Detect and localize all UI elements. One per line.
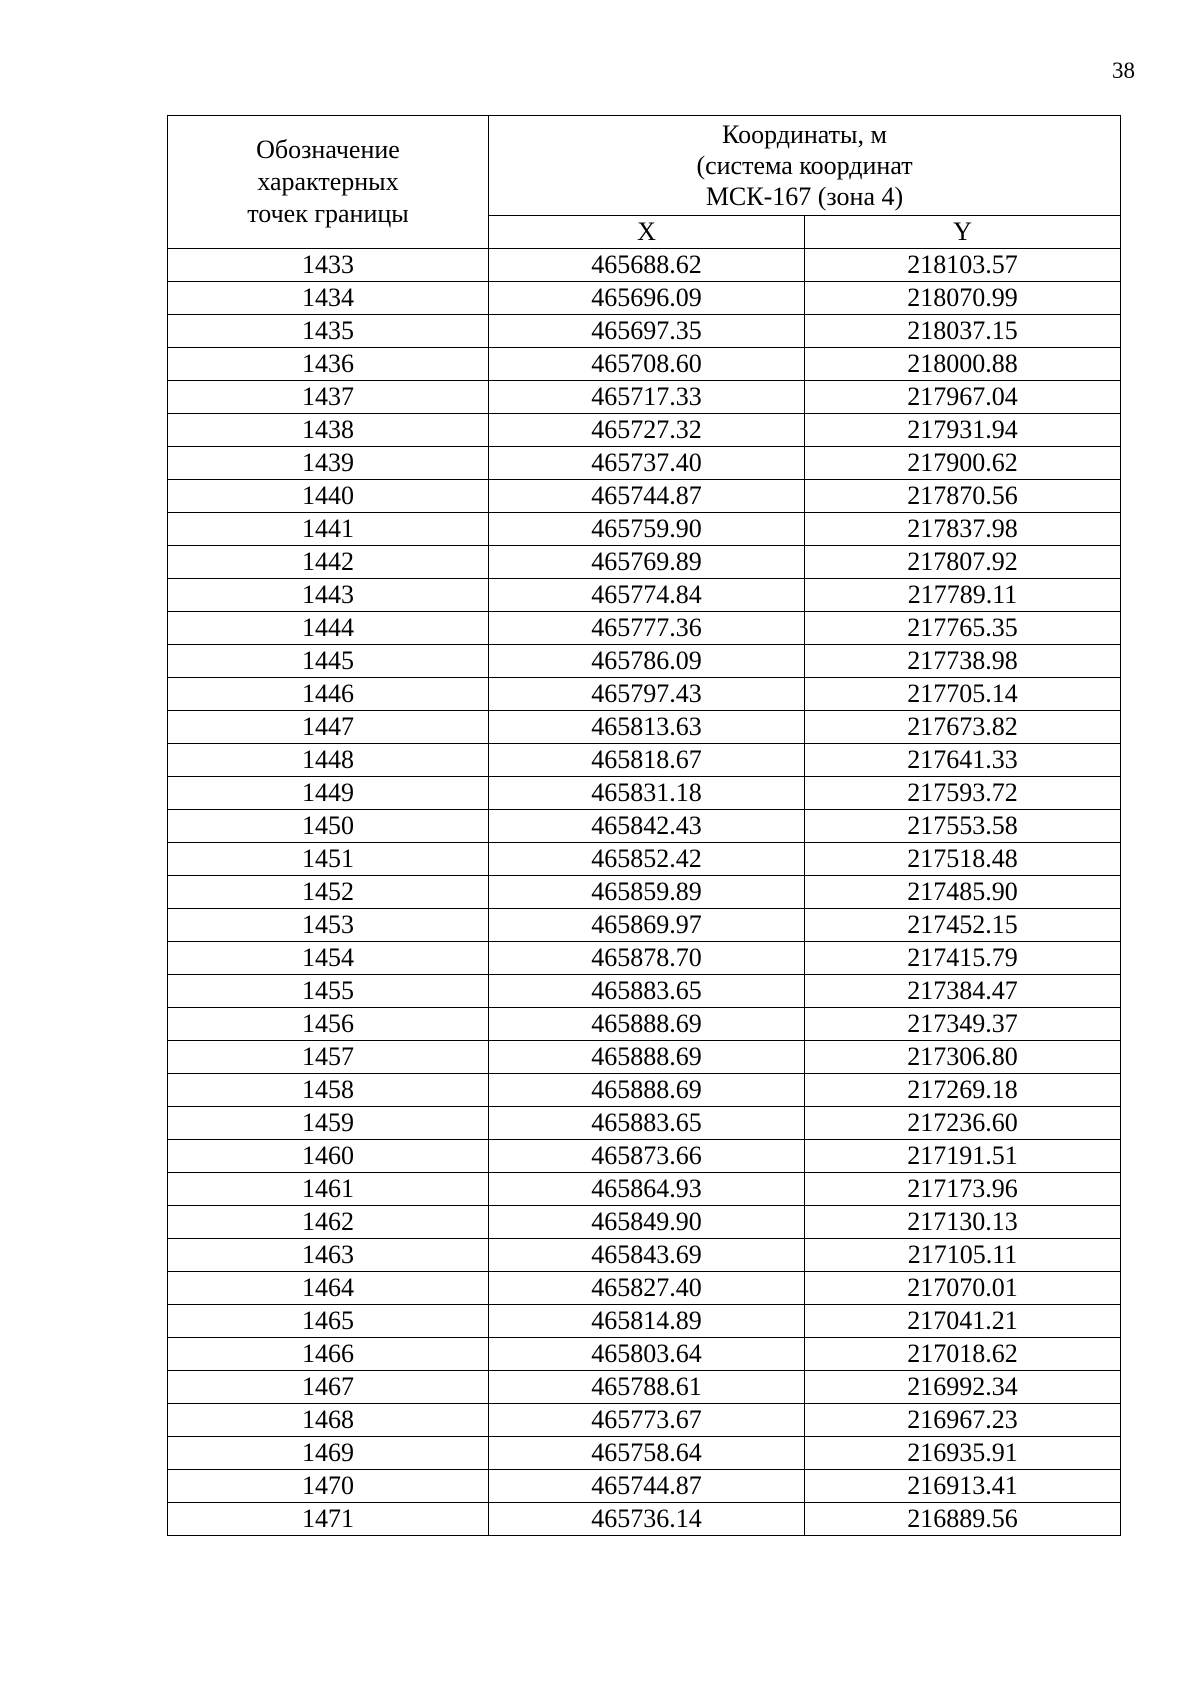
x-coordinate-cell: 465797.43	[489, 678, 805, 711]
table-row	[168, 1338, 1121, 1371]
table-row	[168, 1404, 1121, 1437]
coordinates-header	[489, 116, 1121, 216]
x-coordinate-cell: 465852.42	[489, 843, 805, 876]
point-cell: 1463	[168, 1239, 489, 1272]
x-coordinate-cell: 465859.89	[489, 876, 805, 909]
table-body	[168, 249, 1121, 1536]
table-row	[168, 1140, 1121, 1173]
table-row	[168, 1107, 1121, 1140]
y-coordinate-cell: 217173.96	[805, 1173, 1121, 1206]
table-row	[168, 1074, 1121, 1107]
point-cell: 1468	[168, 1404, 489, 1437]
x-coordinate-cell: 465842.43	[489, 810, 805, 843]
x-coordinate-cell: 465788.61	[489, 1371, 805, 1404]
table-row	[168, 348, 1121, 381]
y-header: Y	[805, 216, 1121, 249]
table-row	[168, 876, 1121, 909]
x-coordinate-cell: 465769.89	[489, 546, 805, 579]
point-cell: 1456	[168, 1008, 489, 1041]
x-coordinate-cell: 465696.09	[489, 282, 805, 315]
point-cell: 1462	[168, 1206, 489, 1239]
point-cell: 1454	[168, 942, 489, 975]
table-row	[168, 1437, 1121, 1470]
point-cell: 1442	[168, 546, 489, 579]
x-coordinate-cell: 465708.60	[489, 348, 805, 381]
point-cell: 1439	[168, 447, 489, 480]
table-row	[168, 513, 1121, 546]
table-row	[168, 381, 1121, 414]
table-row	[168, 810, 1121, 843]
coordinates-header-line: (система координат	[696, 151, 913, 180]
y-coordinate-cell: 217593.72	[805, 777, 1121, 810]
y-coordinate-cell: 216935.91	[805, 1437, 1121, 1470]
point-cell: 1451	[168, 843, 489, 876]
table-row	[168, 1470, 1121, 1503]
point-cell: 1452	[168, 876, 489, 909]
table-row	[168, 975, 1121, 1008]
table-row	[168, 909, 1121, 942]
y-coordinate-cell: 217789.11	[805, 579, 1121, 612]
point-cell: 1461	[168, 1173, 489, 1206]
table-row	[168, 1503, 1121, 1536]
table-row	[168, 942, 1121, 975]
point-cell: 1433	[168, 249, 489, 282]
y-coordinate-cell: 217306.80	[805, 1041, 1121, 1074]
x-coordinate-cell: 465888.69	[489, 1041, 805, 1074]
table-row	[168, 546, 1121, 579]
x-coordinate-cell: 465827.40	[489, 1272, 805, 1305]
point-cell: 1448	[168, 744, 489, 777]
point-cell: 1458	[168, 1074, 489, 1107]
table-row	[168, 414, 1121, 447]
x-coordinate-cell: 465744.87	[489, 480, 805, 513]
designation-header-line: характерных	[257, 167, 399, 196]
point-cell: 1470	[168, 1470, 489, 1503]
x-coordinate-cell: 465777.36	[489, 612, 805, 645]
designation-header	[168, 116, 489, 249]
table-row	[168, 1272, 1121, 1305]
point-cell: 1446	[168, 678, 489, 711]
point-cell: 1434	[168, 282, 489, 315]
header-row-main	[168, 116, 1121, 216]
table-row	[168, 1239, 1121, 1272]
y-coordinate-cell: 217641.33	[805, 744, 1121, 777]
point-cell: 1460	[168, 1140, 489, 1173]
y-coordinate-cell: 217807.92	[805, 546, 1121, 579]
table-row	[168, 711, 1121, 744]
y-coordinate-cell: 217967.04	[805, 381, 1121, 414]
y-coordinate-cell: 216992.34	[805, 1371, 1121, 1404]
point-cell: 1453	[168, 909, 489, 942]
y-coordinate-cell: 217673.82	[805, 711, 1121, 744]
point-cell: 1444	[168, 612, 489, 645]
x-coordinate-cell: 465773.67	[489, 1404, 805, 1437]
table-row	[168, 447, 1121, 480]
y-coordinate-cell: 217900.62	[805, 447, 1121, 480]
point-cell: 1449	[168, 777, 489, 810]
point-cell: 1467	[168, 1371, 489, 1404]
table-row	[168, 1041, 1121, 1074]
designation-header-line: точек границы	[247, 199, 409, 228]
point-cell: 1437	[168, 381, 489, 414]
point-cell: 1466	[168, 1338, 489, 1371]
y-coordinate-cell: 217837.98	[805, 513, 1121, 546]
y-coordinate-cell: 218037.15	[805, 315, 1121, 348]
x-coordinate-cell: 465803.64	[489, 1338, 805, 1371]
x-coordinate-cell: 465873.66	[489, 1140, 805, 1173]
point-cell: 1450	[168, 810, 489, 843]
point-cell: 1464	[168, 1272, 489, 1305]
point-cell: 1469	[168, 1437, 489, 1470]
y-coordinate-cell: 217553.58	[805, 810, 1121, 843]
y-coordinate-cell: 217518.48	[805, 843, 1121, 876]
x-coordinate-cell: 465786.09	[489, 645, 805, 678]
y-coordinate-cell: 218000.88	[805, 348, 1121, 381]
coordinates-table	[167, 115, 1121, 1536]
y-coordinate-cell: 217738.98	[805, 645, 1121, 678]
table-row	[168, 744, 1121, 777]
x-coordinate-cell: 465727.32	[489, 414, 805, 447]
x-coordinate-cell: 465744.87	[489, 1470, 805, 1503]
x-coordinate-cell: 465849.90	[489, 1206, 805, 1239]
y-coordinate-cell: 217870.56	[805, 480, 1121, 513]
x-coordinate-cell: 465883.65	[489, 1107, 805, 1140]
y-coordinate-cell: 217485.90	[805, 876, 1121, 909]
point-cell: 1447	[168, 711, 489, 744]
point-cell: 1455	[168, 975, 489, 1008]
x-header: X	[489, 216, 805, 249]
x-coordinate-cell: 465774.84	[489, 579, 805, 612]
y-coordinate-cell: 216889.56	[805, 1503, 1121, 1536]
x-coordinate-cell: 465814.89	[489, 1305, 805, 1338]
y-coordinate-cell: 217018.62	[805, 1338, 1121, 1371]
table-row	[168, 315, 1121, 348]
x-coordinate-cell: 465737.40	[489, 447, 805, 480]
table-row	[168, 1371, 1121, 1404]
x-coordinate-cell: 465888.69	[489, 1008, 805, 1041]
y-coordinate-cell: 218103.57	[805, 249, 1121, 282]
point-cell: 1465	[168, 1305, 489, 1338]
x-coordinate-cell: 465697.35	[489, 315, 805, 348]
point-cell: 1459	[168, 1107, 489, 1140]
y-coordinate-cell: 217931.94	[805, 414, 1121, 447]
table-row	[168, 579, 1121, 612]
x-coordinate-cell: 465736.14	[489, 1503, 805, 1536]
y-coordinate-cell: 217349.37	[805, 1008, 1121, 1041]
y-coordinate-cell: 217070.01	[805, 1272, 1121, 1305]
page-number: 38	[1112, 58, 1135, 83]
x-coordinate-cell: 465883.65	[489, 975, 805, 1008]
table-row	[168, 282, 1121, 315]
y-coordinate-cell: 217384.47	[805, 975, 1121, 1008]
table-header	[168, 116, 1121, 249]
x-coordinate-cell: 465717.33	[489, 381, 805, 414]
x-coordinate-cell: 465688.62	[489, 249, 805, 282]
x-coordinate-cell: 465758.64	[489, 1437, 805, 1470]
table-row	[168, 480, 1121, 513]
y-coordinate-cell: 217765.35	[805, 612, 1121, 645]
point-cell: 1435	[168, 315, 489, 348]
y-coordinate-cell: 217105.11	[805, 1239, 1121, 1272]
y-coordinate-cell: 216967.23	[805, 1404, 1121, 1437]
y-coordinate-cell: 218070.99	[805, 282, 1121, 315]
y-coordinate-cell: 217415.79	[805, 942, 1121, 975]
x-coordinate-cell: 465869.97	[489, 909, 805, 942]
table-row	[168, 1305, 1121, 1338]
x-coordinate-cell: 465831.18	[489, 777, 805, 810]
point-cell: 1457	[168, 1041, 489, 1074]
y-coordinate-cell: 217452.15	[805, 909, 1121, 942]
table-row	[168, 1206, 1121, 1239]
y-coordinate-cell: 217236.60	[805, 1107, 1121, 1140]
point-cell: 1440	[168, 480, 489, 513]
y-coordinate-cell: 217269.18	[805, 1074, 1121, 1107]
point-cell: 1445	[168, 645, 489, 678]
y-coordinate-cell: 217191.51	[805, 1140, 1121, 1173]
x-coordinate-cell: 465878.70	[489, 942, 805, 975]
table-row	[168, 645, 1121, 678]
x-coordinate-cell: 465843.69	[489, 1239, 805, 1272]
x-coordinate-cell: 465888.69	[489, 1074, 805, 1107]
coordinates-header-line: МСК-167 (зона 4)	[705, 182, 904, 211]
point-cell: 1436	[168, 348, 489, 381]
y-coordinate-cell: 217041.21	[805, 1305, 1121, 1338]
y-coordinate-cell: 217705.14	[805, 678, 1121, 711]
point-cell: 1438	[168, 414, 489, 447]
table-row	[168, 1173, 1121, 1206]
table-row	[168, 843, 1121, 876]
coordinates-header-line: Координаты, м	[722, 120, 887, 149]
y-coordinate-cell: 216913.41	[805, 1470, 1121, 1503]
x-coordinate-cell: 465813.63	[489, 711, 805, 744]
table-row	[168, 249, 1121, 282]
designation-header-line: Обозначение	[256, 135, 400, 164]
table-row	[168, 612, 1121, 645]
x-coordinate-cell: 465759.90	[489, 513, 805, 546]
x-coordinate-cell: 465864.93	[489, 1173, 805, 1206]
point-cell: 1443	[168, 579, 489, 612]
point-cell: 1471	[168, 1503, 489, 1536]
table-row	[168, 678, 1121, 711]
table-row	[168, 1008, 1121, 1041]
y-coordinate-cell: 217130.13	[805, 1206, 1121, 1239]
x-coordinate-cell: 465818.67	[489, 744, 805, 777]
point-cell: 1441	[168, 513, 489, 546]
table-row	[168, 777, 1121, 810]
